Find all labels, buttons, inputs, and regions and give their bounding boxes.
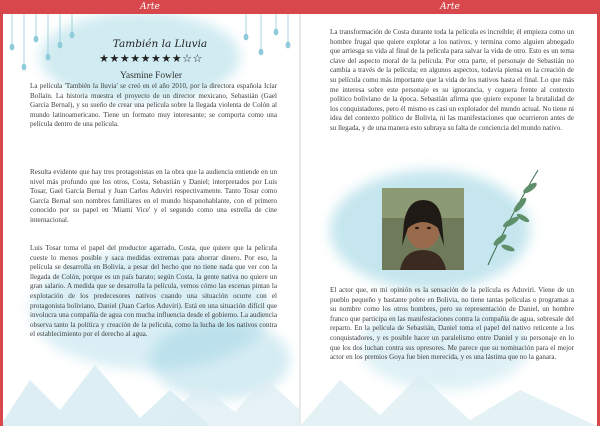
left-border — [0, 14, 3, 426]
star-empty-icon: ☆ — [182, 52, 193, 65]
star-filled-icon: ★ — [151, 52, 162, 65]
review-title: También la Lluvia — [112, 38, 208, 50]
section-label-left: Arte — [140, 2, 160, 12]
left-paragraph-2: Resulta evidente que hay tres protagonistas en la obra que la audiencia entiende en un nivel más profundo que los otros, Costa, Sebastián y Daniel; interpretados por Luis Tosar, Gael García Bernal y Juan Carlos Aduviri respectivamente. Tanto Tosar como García Bernal son nombres familiares en el mundo hispanohablante, con el primero conocido por su papel en 'Miami Vice' y el segundo como una estrella de cine internacional. — [30, 168, 277, 224]
right-paragraph-1: La transformación de Costa durante toda la película es increíble; él empieza como un hombre frugal que quiere explotar a los nativos, y termina como alguien abnegado que arriesga su vida al final de la película para salvar la vida de otro. Esto es un tema clave del aspecto moral de la película. Por otra parte, el personaje de Sebastián no cambia a través de la película; en algunos aspectos, todavía piensa en la creación de su película como más importante que la vida de los nativos hasta el final. Lo que más me interesa sobre este personaje es su ignorancia, y ceguera frente al contexto político boliviano de la época. Sebastián afirma que quiere exponer la brutalidad de los conquistadores, pero él mismo es casi un explotador del mundo actual. No tiene ni idea del contexto político de Bolivia, ni las manifestaciones que ocurrieron antes de su llegada, y de una manera esto subraya su falta de conciencia del mundo nativo. — [330, 28, 574, 132]
left-paragraph-1: La película 'También la lluvia' se creó en el año 2010, por la directora española Icíar Bollaín. La historia muestra el proyecto de un director mexicano, Sebastián (Gael García Bernal), y su sueño de crear una película sobre la llegada violenta de Colón al mundo latinoamericano. Tiene un formato muy interesante; se comporta como una película dentro de una película. — [30, 82, 277, 129]
star-filled-icon: ★ — [109, 52, 120, 65]
star-filled-icon: ★ — [140, 52, 151, 65]
actor-photo — [382, 188, 464, 270]
star-empty-icon: ☆ — [192, 52, 203, 65]
mountains-illustration — [0, 340, 300, 426]
star-filled-icon: ★ — [171, 52, 183, 65]
section-banner-left — [0, 0, 300, 14]
star-filled-icon: ★ — [119, 52, 131, 65]
left-paragraph-3: Luis Tosar toma el papel del productor agarrado, Costa, que quiere que la película cueste lo menos posible y saca medidas extremas para ahorrar dinero. Por eso, la película se desarrolla en Bolivia, a pesar del hecho que no tiene nada que ver con la llegada de Colón, porque es un país barato; según Costa, la gente nativa no quiere un gran salario. A medida que se desarrolla la película, vemos cómo las escenas pintan la explotación de los predecesores nativos cuando una situación ocurre con el protagonista boliviano, Daniel (Juan Carlos Aduviri). Está en una situación difícil que involucra una compañía de agua con mucha influencia desde el gobierno. La audiencia observa tanto la política y creación de la película, como la lucha de los nativos contra el establecimiento por el derecho al agua. — [30, 244, 277, 339]
raindrop-strings-icon-right — [236, 14, 296, 74]
section-label-right: Arte — [440, 2, 460, 12]
star-filled-icon: ★ — [161, 52, 172, 65]
review-author: Yasmine Fowler — [119, 71, 183, 81]
section-banner-right — [300, 0, 600, 14]
mountains-illustration-right — [300, 360, 597, 426]
rating-stars — [96, 52, 206, 65]
star-filled-icon: ★ — [99, 52, 110, 65]
leaf-branch-icon — [478, 160, 548, 270]
right-paragraph-2: El actor que, en mi opinión es la sensación de la película es Aduviri. Viene de un pueblo pequeño y bastante pobre en Bolivia, no tiene tantas películas o programas a su nombre como los otros hombres, pero su representación de Daniel, un hombre franco que participa en las manifestaciones contra la compañía de agua, sobresale del reparto. En la película de Sebastián, Daniel toma el papel del nativo reticente a los conquistadores, y es posible hacer un paralelismo entre Daniel y su personaje en lo que los dos luchan contra sus opresores. Me parece que su nominación para el mejor actor en los premios Goya fue bien merecida, y es una lástima que no la ganara. — [330, 286, 574, 362]
star-filled-icon: ★ — [130, 52, 141, 65]
